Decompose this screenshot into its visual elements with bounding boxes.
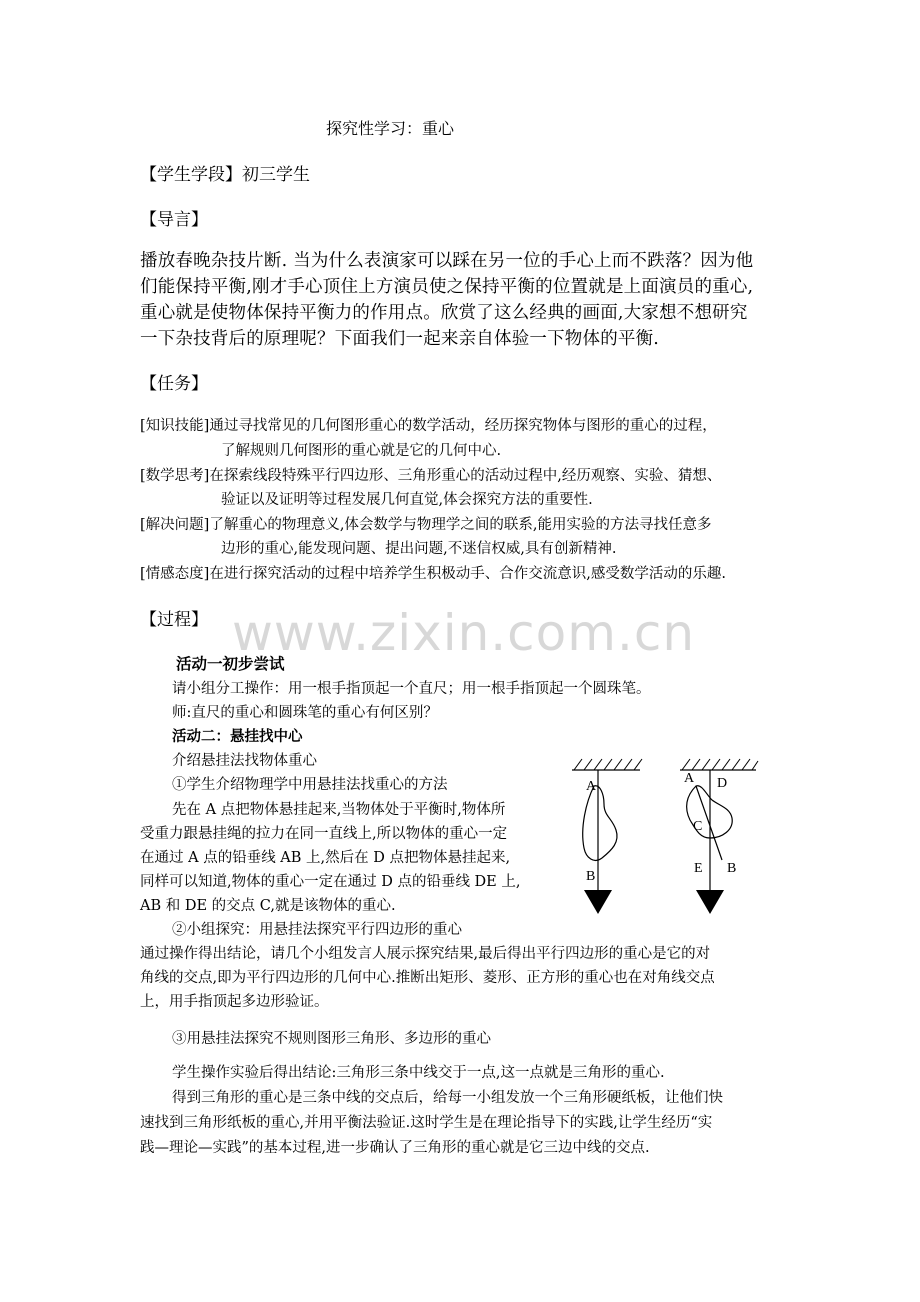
left-ceiling — [572, 759, 642, 770]
right-label-e: E — [694, 861, 703, 876]
right-weight-arrow — [696, 890, 724, 914]
intro-line: 重心就是使物体保持平衡力的作用点。欣赏了这么经典的画面,大家想不想研究 — [140, 303, 748, 323]
task-thinking-line2: 验证以及证明等过程发展几何直觉,体会探究方法的重要性. — [221, 492, 593, 508]
right-ceiling — [680, 759, 758, 770]
activity2-step1: ①学生介绍物理学中用悬挂法找重心的方法 — [172, 777, 448, 793]
left-label-b: B — [586, 869, 596, 884]
activity1-line2: 师:直尺的重心和圆珠笔的重心有何区别？ — [172, 705, 438, 721]
process-heading: 【过程】 — [140, 610, 208, 630]
right-label-c: C — [693, 819, 703, 834]
left-label-a: A — [586, 779, 597, 794]
task-problem-line2: 边形的重心,能发现问题、提出问题,不迷信权威,具有创新精神. — [221, 541, 617, 557]
intro-line: 一下杂技背后的原理呢？下面我们一起来亲自体验一下物体的平衡. — [140, 329, 660, 349]
activity2-step3: ③用悬挂法探究不规则图形三角形、多边形的重心 — [172, 1031, 491, 1047]
task-attitude-line1: [情感态度]在进行探究活动的过程中培养学生积极动手、合作交流意识,感受数学活动的乐趣. — [140, 566, 727, 582]
right-label-b: B — [727, 861, 737, 876]
intro-line: 们能保持平衡,刚才手心顶住上方演员使之保持平衡的位置就是上面演员的重心, — [140, 277, 754, 297]
task-knowledge-line1: [知识技能]通过寻找常见的几何图形重心的数学活动，经历探究物体与图形的重心的过程， — [140, 418, 717, 434]
final-line: 践—理论—实践”的基本过程,进一步确认了三角形的重心就是它三边中线的交点. — [140, 1140, 650, 1156]
activity2-intro: 介绍悬挂法找物体重心 — [172, 753, 317, 769]
suspension-text-line: 在通过 A 点的铅垂线 AB 上,然后在 D 点把物体悬挂起来, — [140, 850, 511, 866]
left-weight-arrow — [584, 890, 612, 914]
activity1-line1: 请小组分工操作：用一根手指顶起一个直尺；用一根手指顶起一个圆珠笔。 — [172, 681, 651, 697]
activity2-title: 活动二：悬挂找中心 — [172, 728, 303, 745]
student-stage: 【学生学段】初三学生 — [140, 165, 310, 185]
activity2-step2: ②小组探究：用悬挂法探究平行四边形的重心 — [172, 922, 462, 938]
suspension-text-line: 先在 A 点把物体悬挂起来,当物体处于平衡时,物体所 — [172, 802, 506, 818]
left-irregular-shape — [583, 786, 617, 861]
right-label-a: A — [684, 771, 695, 786]
intro-paragraph — [140, 248, 790, 352]
suspension-text-line: AB 和 DE 的交点 C,就是该物体的重心. — [140, 898, 396, 914]
step2-line: 通过操作得出结论，请几个小组发言人展示探究结果,最后得出平行四边形的重心是它的对 — [140, 946, 711, 962]
task-problem-line1: [解决问题]了解重心的物理意义,体会数学与物理学之间的联系,能用实验的方法寻找任意多 — [140, 517, 712, 533]
step2-line: 上，用手指顶起多边形验证。 — [140, 994, 329, 1010]
task-knowledge-line2: 了解规则几何图形的重心就是它的几何中心. — [221, 443, 502, 459]
suspension-text-line: 同样可以知道,物体的重心一定在通过 D 点的铅垂线 DE 上, — [140, 874, 521, 890]
final-line: 得到三角形的重心是三条中线的交点后，给每一小组发放一个三角形硬纸板，让他们快 — [172, 1090, 723, 1106]
suspension-diagram — [560, 750, 780, 920]
intro-line: 播放春晚杂技片断. 当为什么表演家可以踩在另一位的手心上而不跌落？因为他 — [140, 251, 754, 271]
task-thinking-line1: [数学思考]在探索线段特殊平行四边形、三角形重心的活动过程中,经历观察、实验、猜想、 — [140, 468, 722, 484]
right-label-d: D — [717, 776, 728, 791]
intro-heading: 【导言】 — [140, 210, 208, 230]
page-title: 探究性学习：重心 — [326, 119, 455, 138]
activity1-title: 活动一初步尝试 — [176, 654, 285, 673]
watermark: www.zixin.com.cn — [232, 604, 696, 662]
task-heading: 【任务】 — [140, 374, 208, 394]
triangle-conclusion: 学生操作实验后得出结论:三角形三条中线交于一点,这一点就是三角形的重心. — [172, 1065, 665, 1081]
final-line: 速找到三角形纸板的重心,并用平衡法验证.这时学生是在理论指导下的实践,让学生经历“实 — [140, 1115, 713, 1131]
step2-line: 角线的交点,即为平行四边形的几何中心.推断出矩形、菱形、正方形的重心也在对角线交点 — [140, 970, 715, 986]
suspension-text-line: 受重力跟悬挂绳的拉力在同一直线上,所以物体的重心一定 — [140, 826, 508, 842]
